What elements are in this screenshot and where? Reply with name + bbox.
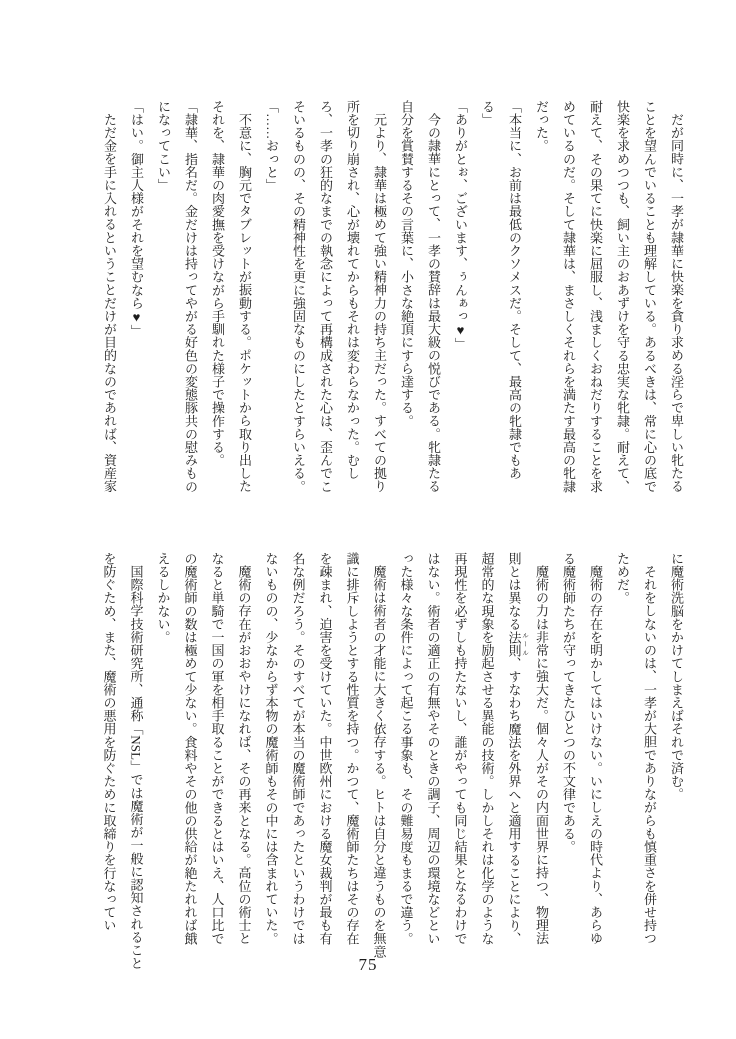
ruby-base: 法則 (506, 630, 522, 657)
text-line: えるしかない。 (155, 552, 171, 644)
ruby-post-text: 、すなわち魔法を外界へと適用することにより、 (506, 656, 522, 946)
text-line: ことを望んでいることも理解している。あるべきは、常に心の底で (642, 100, 657, 493)
page-number: 75 (358, 955, 378, 974)
text-line: 魔術の存在を明かしてはいけない。いにしえの時代より、あらゆ (588, 565, 603, 945)
top-text-block (96, 100, 690, 493)
text-line: 所を切り崩され、心が壊れてからもそれは変わらなかった。むし (345, 100, 360, 480)
text-line: はない。術者の適正の有無やそのときの調子、周辺の環境などとい (425, 552, 441, 945)
ruby-annotation (506, 630, 528, 657)
text-line: 不意に、胸元でタブレットが振動する。ポケットから取り出した (237, 113, 252, 493)
text-line: を疎まれ、迫害を受けていた。中世欧州における魔女裁判が最も有 (317, 552, 333, 945)
text-line: だった。 (534, 100, 549, 153)
text-line: 再現性を必ずしも持たないし、誰がやっても同じ結果となるわけで (452, 552, 468, 945)
text-line: 耐えて、その果てに快楽に屈服し、浅ましくおねだりすることを求 (588, 100, 603, 493)
text-line: ただ金を手に入れるということだけが目的なのであれば、資産家 (102, 113, 117, 493)
text-line: めているのだ。そして隷華は、まさしくそれらを満たす最高の牝隷 (561, 100, 576, 493)
text-line: 魔術は術者の才能に大きく依存する。ヒトは自分と違うものを無意 (371, 565, 387, 958)
dialogue-line: になってこい」 (156, 100, 171, 192)
text-line: 名な例だろう。そのすべてが本当の魔術師であったというわけでは (290, 552, 306, 945)
text-line: 元より、隷華は極めて強い精神力の持ち主だった。すべての拠り (372, 113, 387, 493)
text-line: それを、隷華の肉愛撫を受けながら手馴れた様子で操作する。 (210, 100, 225, 467)
ruby-pre-text: 則とは異なる (506, 552, 522, 631)
dialogue-line: る」 (480, 100, 495, 127)
dialogue-line: 「はい。御主人様がそれを望むなら♥」 (129, 100, 144, 338)
text-line: 自分を賞賛するその言葉に、小さな絶頂にすら達する。 (399, 100, 414, 428)
text-line: ためだ。 (615, 552, 630, 605)
text-line: を防ぐため、また、魔術の悪用を防ぐために取締りを行なってい (101, 552, 117, 932)
text-line-with-ruby (501, 552, 529, 970)
ruby-text: ルール (521, 630, 528, 657)
dialogue-line: 「本当に、お前は最低のクソメスだ。そして、最高の牝隷でもあ (507, 100, 522, 480)
bottom-text-block (96, 552, 691, 970)
text-line: る魔術師たちが守ってきたひとつの不文律である。 (561, 552, 576, 854)
text-line: だが同時に、一孝が隷華に快楽を貪り求める淫らで卑しい牝たる (669, 113, 684, 493)
text-line: 魔術の存在がおおやけになれば、その再来となる。高位の術士と (236, 565, 252, 945)
text-line: の魔術師の数は極めて少ない。食料やその他の供給が絶たれれば餓 (182, 552, 198, 945)
text-line: なると単騎で一国の軍を相手取ることができるとはいえ、人口比で (209, 552, 225, 945)
text-line: ないものの、少なからず本物の魔術師もその中には含まれていた。 (263, 552, 279, 945)
text-line: 快楽を求めつつも、飼い主のおあずけを守る忠実な牝隷。耐えて、 (615, 100, 630, 493)
text-line: それをしないのは、一孝が大胆でありながらも慎重さを併せ持つ (642, 565, 657, 945)
dialogue-line: 「……おっと」 (264, 100, 279, 192)
text-line: 今の隷華にとって、一孝の賛辞は最大級の悦びである。牝隷たる (426, 113, 441, 493)
text-line: った様々な条件によって起こる事象も、その難易度もまるで違う。 (398, 552, 414, 945)
dialogue-line: 「ありがとぉ、ございます、ぅんぁっ♥」 (453, 100, 468, 351)
text-line: ろ、一孝の狂的なまでの執念によって再構成された心は、歪んでこ (318, 100, 333, 493)
text-line: 国際科学技術研究所、通称「NSL」では魔術が一般に認知されること (128, 565, 144, 970)
text-line: 超常的な現象を励起させる異能の技術。しかしそれは化学のような (479, 552, 495, 945)
text-line: に魔術洗脳をかけてしまえばそれで済む。 (669, 552, 684, 801)
text-line: 魔術の力は非常に強大だ。個々人がその内面世界に持つ、物理法 (534, 565, 549, 945)
text-line: 識に排斥しようとする性質を持つ。かつて、魔術師たちはその存在 (344, 552, 360, 945)
text-line: そいるものの、その精神性を更に強固なものにしたとすらいえる。 (291, 100, 306, 493)
dialogue-line: 「隷華、指名だ。金だけは持ってやがる好色の変態豚共の慰みもの (183, 100, 198, 493)
